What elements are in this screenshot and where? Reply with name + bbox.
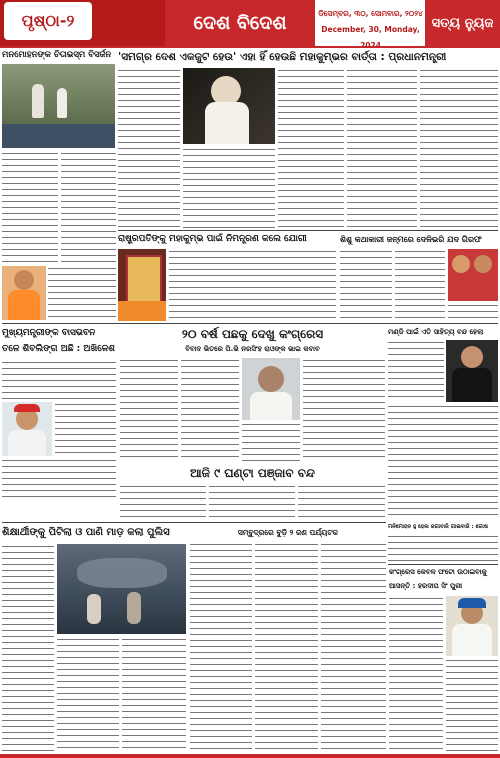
story-9-headline: ମନିମୋହନ ହୁ ହେଲ ଜଗାବାଜି ଗାଇବାଜି : ଗୋଷ — [388, 524, 488, 530]
story-11-text-c — [321, 542, 386, 752]
story-1-text-a — [2, 151, 58, 263]
divider — [388, 564, 498, 565]
story-8-text-c — [298, 484, 385, 520]
story-6-headline: ୨୦ ବର୍ଷ ପଛକୁ ଦେଖୁ କଂଗ୍ରେସ — [181, 327, 324, 341]
story-12-headline-line-1: କଂଗ୍ରେସ କେବଳ ଫଟୋ ଉଠାଇବାକୁ — [389, 568, 487, 576]
date-line — [318, 6, 423, 40]
story-6-text-c — [242, 422, 300, 462]
story-6-subhead: ବିବାଦ ଭିତରେ ପି.ଭି ନରସିଂହ ରାଓଙ୍କ ଭାଇ କବାବ — [185, 345, 320, 353]
story-1-text-b — [61, 151, 116, 263]
story-2-text-e — [420, 68, 498, 228]
story-12-text-b — [446, 658, 498, 752]
story-3-photo — [118, 249, 166, 321]
story-7-text-a — [388, 340, 444, 402]
story-1-photo — [2, 64, 115, 148]
story-6-text-a — [120, 358, 178, 462]
brand-logo: ସତ୍ୟ ନ୍ୟୁଜ — [425, 0, 500, 46]
story-2-text-c — [278, 68, 344, 228]
story-2-text-a — [118, 68, 180, 228]
story-2-text-d — [347, 68, 417, 228]
story-8-text-a — [120, 484, 206, 520]
story-7-headline: ମଣ୍ଡି ପାଇଁ ଏତି ସାହିତ୍ୟ ବନ୍ଦ ହେଲା — [388, 328, 484, 336]
story-1-headline: ମନମୋହନଙ୍କ ଚିତାଭସ୍ମ ବିସର୍ଜନ — [2, 50, 112, 60]
story-5-text-a — [2, 360, 116, 400]
story-3-headline: ରାଷ୍ଟ୍ରପତିଙ୍କୁ ମହାକୁମ୍ଭ ପାଇଁ ନିମନ୍ତ୍ରଣ କଲେ ଯୋଗୀ — [118, 234, 307, 244]
story-7-photo — [446, 340, 498, 402]
story-8-text-b — [209, 484, 295, 520]
story-12-headline-line-2: ଆସନ୍ତି : ହରଦୀପ ସିଂ ପୁରୀ — [389, 582, 463, 590]
story-10-text-a — [2, 544, 54, 752]
story-6-photo — [242, 358, 300, 420]
story-6-text-d — [303, 358, 385, 462]
story-11-text-b — [255, 542, 318, 752]
section-tag: ପୃଷ୍ଠା-୨ — [4, 2, 92, 40]
divider — [2, 323, 498, 324]
divider — [2, 522, 386, 523]
story-4-text-c — [448, 303, 498, 321]
story-2-headline: 'ସମଗ୍ର ଦେଶ ଏକଜୁଟ ହେଉ' ଏହା ହିଁ ହେଉଛି ମହାକୁମ୍ଭର ବାର୍ତ୍ତା : ପ୍ରଧାନମନ୍ତ୍ରୀ — [118, 51, 447, 63]
story-10-text-b — [57, 637, 119, 752]
story-2-photo — [183, 68, 275, 144]
story-7-text-b — [388, 404, 498, 520]
story-9-text — [388, 534, 498, 562]
story-10-photo — [57, 544, 186, 634]
divider — [118, 230, 498, 231]
story-2-text-b — [183, 147, 275, 228]
story-5-text-b — [55, 402, 116, 456]
story-10-headline: ଶିକ୍ଷାର୍ଥୀଙ୍କୁ ପିଟିଲା ଓ ପାଣି ମାଡ଼ କଲା ପୁଲିସ — [2, 527, 170, 538]
story-1-text-c — [48, 266, 116, 320]
story-4-text-a — [340, 249, 392, 321]
story-10-text-c — [122, 637, 186, 752]
date-line-english: December, 30, Monday, — [321, 25, 420, 34]
story-3-text — [169, 249, 336, 321]
story-5-headline-line-2: ତଳେ ଶିବଲିଙ୍ଗ ଅଛି : ଅଖିଳେଶ — [2, 344, 115, 354]
story-1-inset-photo — [2, 266, 46, 320]
section-title: ଦେଶ ବିଦେଶ — [165, 0, 315, 46]
story-12-photo — [446, 596, 498, 656]
date-line-odia: ଡିସେମ୍ବର, ୩୦, ସୋମବାର, ୨୦୨୪ — [318, 9, 423, 18]
story-4-headline: ଶିଶୁ କଥାକାରୀ ଜନ୍ମରେ ଦେଳିଭରି ଯଦ ଗିରଫ — [340, 235, 482, 244]
story-5-text-c — [2, 458, 116, 502]
story-4-photo — [448, 249, 498, 301]
story-5-photo — [2, 402, 52, 456]
story-4-text-b — [395, 249, 445, 321]
story-6-text-b — [181, 358, 239, 462]
story-8-headline: ଆଜି ୯ ଘଣ୍ଟା ପଞ୍ଜାବ ବନ୍ଦ — [190, 466, 315, 480]
story-12-text-a — [389, 596, 443, 752]
footer-rule — [0, 754, 500, 758]
story-11-text-a — [190, 542, 252, 752]
story-5-headline-line-1: ମୁଖ୍ୟମନ୍ତ୍ରୀଙ୍କ ବାସଭବନ — [2, 328, 96, 338]
story-11-headline: ସମ୍ବୁଦ୍ରରେ ବୁଡ଼ି ୨ ଜଣ ପର୍ଯ୍ୟଟକ — [237, 528, 339, 537]
header-rule — [0, 46, 500, 48]
